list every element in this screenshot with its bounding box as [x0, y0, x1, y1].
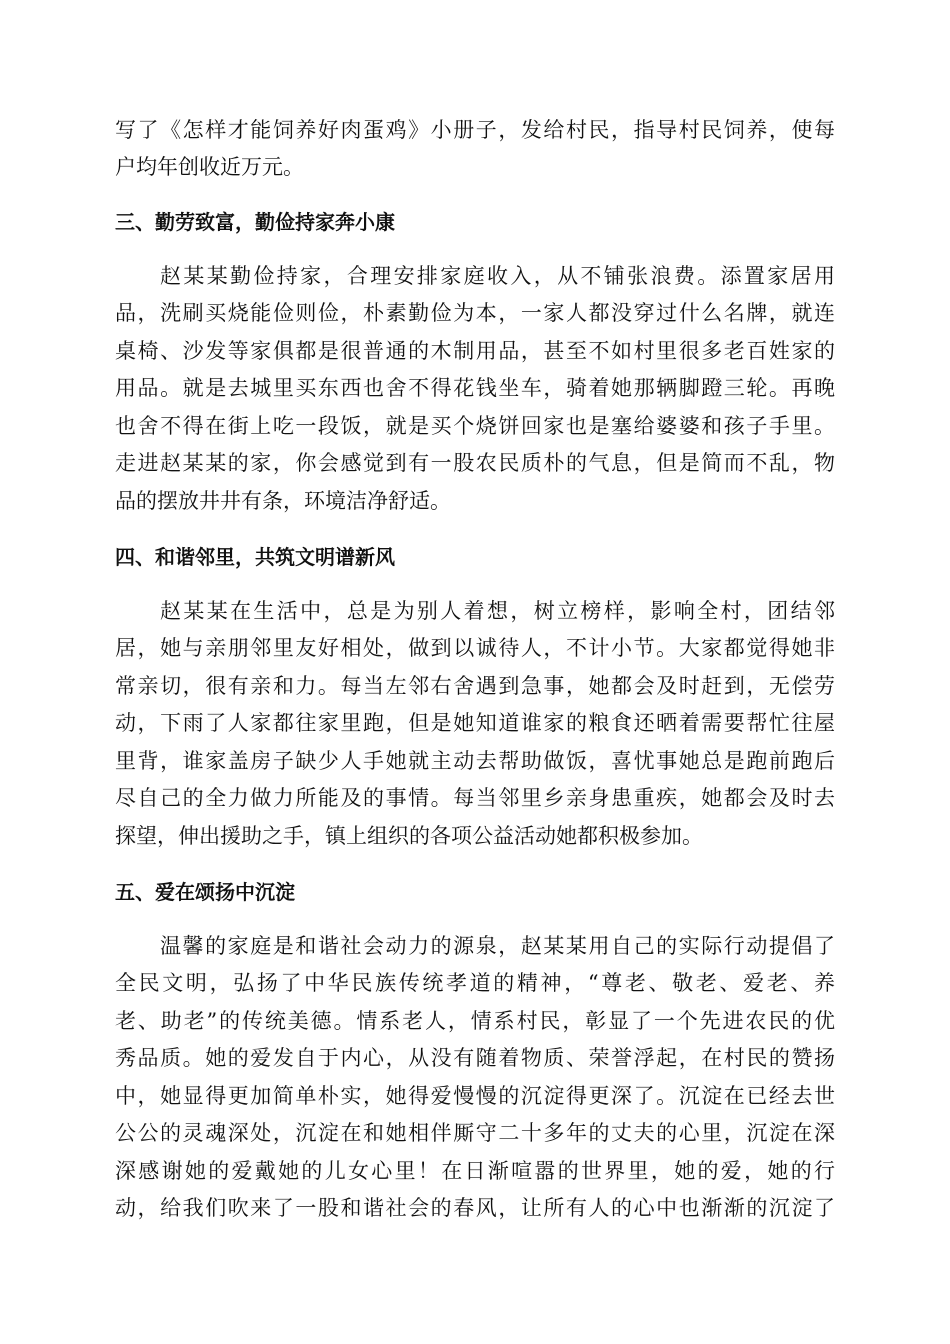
paragraph-line: 公公的灵魂深处，沉淀在和她相伴厮守二十多年的丈夫的心里，沉淀在深 [115, 1121, 835, 1145]
paragraph-line: 动，给我们吹来了一股和谐社会的春风，让所有人的心中也渐渐的沉淀了 [115, 1196, 835, 1220]
paragraph-line: 桌椅、沙发等家俱都是很普通的木制用品，甚至不如村里很多老百姓家的 [115, 339, 835, 363]
paragraph-line: 写了《怎样才能饲养好肉蛋鸡》小册子，发给村民，指导村民饲养，使每 [115, 118, 835, 142]
paragraph-line: 老、助老”的传统美德。情系老人，情系村民，彰显了一个先进农民的优 [115, 1009, 835, 1033]
section-heading-3: 三、勤劳致富，勤俭持家奔小康 [115, 210, 395, 234]
paragraph-line: 常亲切，很有亲和力。每当左邻右舍遇到急事，她都会及时赶到，无偿劳 [115, 674, 835, 698]
paragraph-line: 赵某某勤俭持家，合理安排家庭收入，从不铺张浪费。添置家居用 [160, 264, 835, 288]
paragraph-line: 户均年创收近万元。 [115, 155, 304, 179]
paragraph-line: 尽自己的全力做力所能及的事情。每当邻里乡亲身患重疾，她都会及时去 [115, 786, 835, 810]
paragraph-line: 深感谢她的爱戴她的儿女心里！在日渐喧嚣的世界里，她的爱，她的行 [115, 1159, 835, 1183]
section-heading-4: 四、和谐邻里，共筑文明谱新风 [115, 545, 395, 569]
paragraph-line: 里背，谁家盖房子缺少人手她就主动去帮助做饭，喜忧事她总是跑前跑后 [115, 749, 835, 773]
paragraph-line: 全民文明，弘扬了中华民族传统孝道的精神，“尊老、敬老、爱老、养 [115, 971, 835, 995]
paragraph-line: 中，她显得更加简单朴实，她得爱慢慢的沉淀得更深了。沉淀在已经去世 [115, 1084, 835, 1108]
paragraph-line: 用品。就是去城里买东西也舍不得花钱坐车，骑着她那辆脚蹬三轮。再晚 [115, 376, 835, 400]
paragraph-line: 走进赵某某的家，你会感觉到有一股农民质朴的气息，但是简而不乱，物 [115, 451, 835, 475]
section-heading-5: 五、爱在颂扬中沉淀 [115, 880, 295, 904]
paragraph-line: 品的摆放井井有条，环境洁净舒适。 [115, 489, 451, 513]
paragraph-line: 温馨的家庭是和谐社会动力的源泉，赵某某用自己的实际行动提倡了 [160, 934, 835, 958]
paragraph-line: 秀品质。她的爱发自于内心，从没有随着物质、荣誉浮起，在村民的赞扬 [115, 1046, 835, 1070]
paragraph-line: 赵某某在生活中，总是为别人着想，树立榜样，影响全村，团结邻 [160, 599, 835, 623]
paragraph-line: 居，她与亲朋邻里友好相处，做到以诚待人，不计小节。大家都觉得她非 [115, 636, 835, 660]
paragraph-line: 探望，伸出援助之手，镇上组织的各项公益活动她都积极参加。 [115, 824, 703, 848]
paragraph-line: 品，洗刷买烧能俭则俭，朴素勤俭为本，一家人都没穿过什么名牌，就连 [115, 301, 835, 325]
paragraph-line: 动，下雨了人家都往家里跑，但是她知道谁家的粮食还晒着需要帮忙往屋 [115, 711, 835, 735]
paragraph-line: 也舍不得在街上吃一段饭，就是买个烧饼回家也是塞给婆婆和孩子手里。 [115, 414, 835, 438]
